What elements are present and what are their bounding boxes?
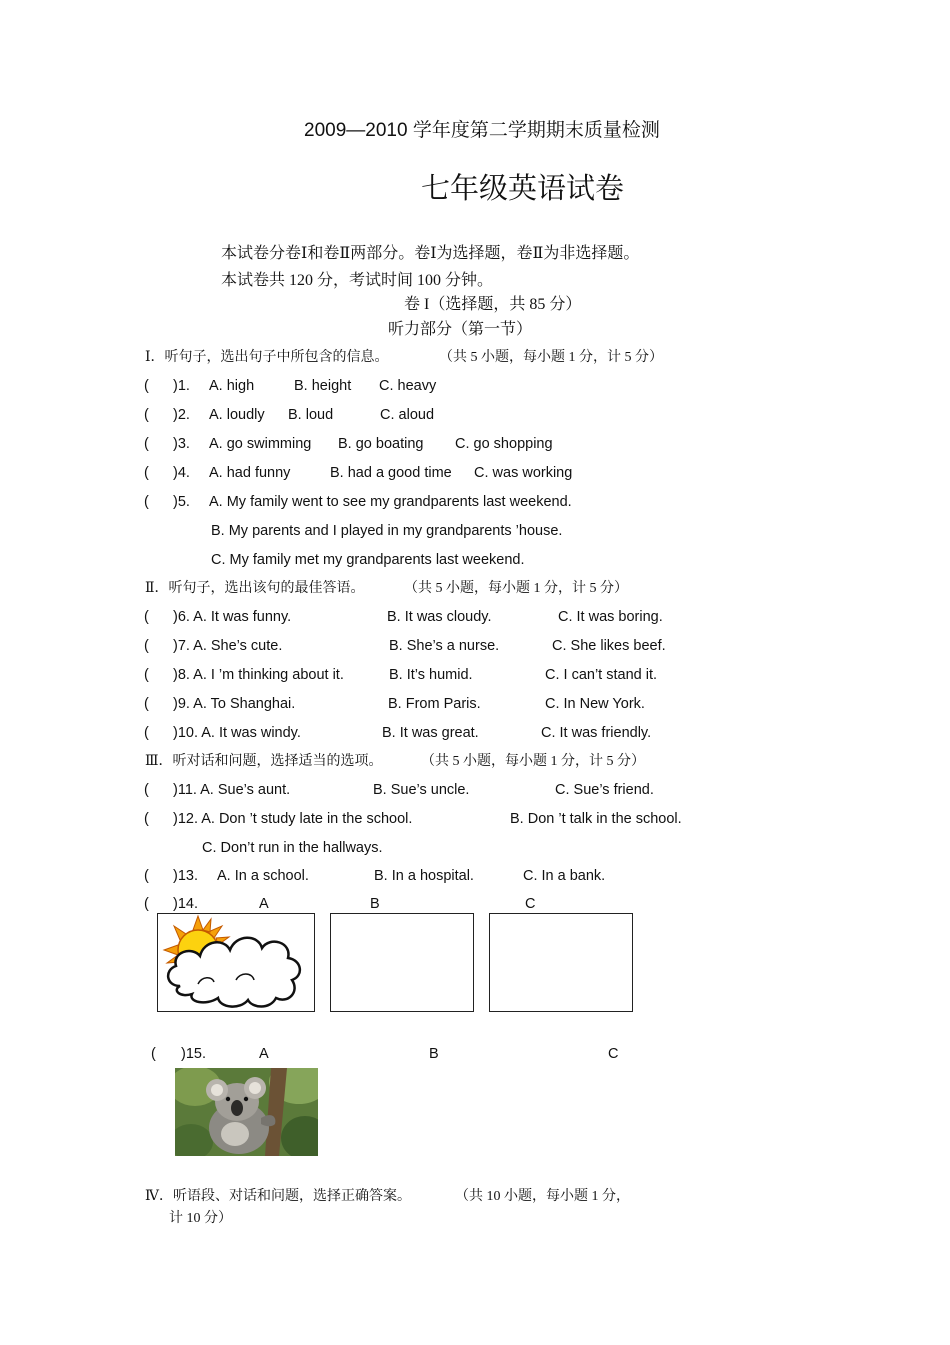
- picture-option-b[interactable]: [330, 913, 474, 1012]
- option-a: )12. A. Don ’t study late in the school.: [173, 811, 413, 827]
- section-1-heading: Ⅰ．听句子，选出句子中所包含的信息。: [145, 350, 389, 365]
- option-a: )11. A. Sue’s aunt.: [173, 782, 291, 798]
- option-b: B. She’s a nurse.: [389, 638, 500, 654]
- question-number: )14.: [173, 896, 198, 912]
- option-a: )8. A. I ’m thinking about it.: [173, 667, 344, 683]
- option-b: B. It was cloudy.: [387, 609, 492, 625]
- answer-paren[interactable]: (: [144, 782, 149, 798]
- section-4-heading: Ⅳ．听语段、对话和问题，选择正确答案。: [145, 1189, 411, 1204]
- option-a: A. had funny: [209, 465, 291, 481]
- question-number: )1.: [173, 378, 190, 394]
- answer-paren[interactable]: (: [151, 1046, 156, 1062]
- option-a: )10. A. It was windy.: [173, 725, 301, 741]
- picture-option-a[interactable]: [175, 1068, 318, 1156]
- question-number: )3.: [173, 436, 190, 452]
- answer-paren[interactable]: (: [144, 896, 149, 912]
- answer-paren[interactable]: (: [144, 667, 149, 683]
- option-b: B. loud: [288, 407, 334, 423]
- intro-line-1: 本试卷分卷Ⅰ和卷Ⅱ两部分。卷Ⅰ为选择题，卷Ⅱ为非选择题。: [221, 245, 640, 262]
- picture-label-a: A: [259, 896, 269, 912]
- option-b: B. It was great.: [382, 725, 479, 741]
- option-b: B. had a good time: [330, 465, 452, 481]
- sun-cloud-icon: [158, 914, 314, 1011]
- option-b: B. From Paris.: [388, 696, 481, 712]
- answer-paren[interactable]: (: [144, 407, 149, 423]
- option-b: B. It’s humid.: [389, 667, 473, 683]
- option-b: B. height: [294, 378, 352, 394]
- option-a: )9. A. To Shanghai.: [173, 696, 296, 712]
- option-a: A. In a school.: [217, 868, 309, 884]
- option-b: B. Sue’s uncle.: [373, 782, 470, 798]
- answer-paren[interactable]: (: [144, 725, 149, 741]
- section-1-score: （共 5 小题，每小题 1 分，计 5 分）: [439, 350, 663, 365]
- section-4-score: （共 10 小题，每小题 1 分，: [455, 1189, 630, 1204]
- answer-paren[interactable]: (: [144, 868, 149, 884]
- option-c: C. In a bank.: [523, 868, 606, 884]
- option-c: C. My family met my grandparents last weekend.: [211, 552, 525, 568]
- question-number: )15.: [181, 1046, 206, 1062]
- picture-label-a: A: [259, 1046, 269, 1062]
- answer-paren[interactable]: (: [144, 638, 149, 654]
- answer-paren[interactable]: (: [144, 465, 149, 481]
- answer-paren[interactable]: (: [144, 494, 149, 510]
- option-c: C. In New York.: [545, 696, 645, 712]
- picture-label-b: B: [429, 1046, 439, 1062]
- option-a: A. high: [209, 378, 255, 394]
- option-a: )6. A. It was funny.: [173, 609, 292, 625]
- section-2-heading: Ⅱ．听句子，选出该句的最佳答语。: [145, 581, 365, 596]
- option-c: C. go shopping: [455, 436, 553, 452]
- intro-line-2: 本试卷共 120 分，考试时间 100 分钟。: [221, 272, 494, 289]
- option-c: C. was working: [474, 465, 573, 481]
- option-a: A. loudly: [209, 407, 265, 423]
- picture-label-c: C: [608, 1046, 619, 1062]
- question-number: )13.: [173, 868, 198, 884]
- picture-label-b: B: [370, 896, 380, 912]
- section-3-score: （共 5 小题，每小题 1 分，计 5 分）: [421, 754, 645, 769]
- question-number: )2.: [173, 407, 190, 423]
- option-c: C. It was boring.: [558, 609, 663, 625]
- picture-label-c: C: [525, 896, 536, 912]
- option-c: C. It was friendly.: [541, 725, 652, 741]
- listening-heading: 听力部分（第一节）: [388, 321, 533, 338]
- answer-paren[interactable]: (: [144, 696, 149, 712]
- answer-paren[interactable]: (: [144, 811, 149, 827]
- part-one-heading: 卷 I（选择题，共 85 分）: [404, 296, 582, 313]
- section-2-score: （共 5 小题，每小题 1 分，计 5 分）: [404, 581, 628, 596]
- section-3-heading: Ⅲ．听对话和问题，选择适当的选项。: [145, 754, 383, 769]
- option-b: B. go boating: [338, 436, 424, 452]
- exam-title: 七年级英语试卷: [421, 173, 625, 205]
- question-number: )4.: [173, 465, 190, 481]
- picture-option-a[interactable]: [157, 913, 315, 1012]
- option-c: C. aloud: [380, 407, 435, 423]
- section-4-score-cont: 计 10 分）: [169, 1211, 232, 1226]
- option-b: B. In a hospital.: [374, 868, 474, 884]
- picture-option-c[interactable]: [489, 913, 633, 1012]
- answer-paren[interactable]: (: [144, 609, 149, 625]
- option-c: C. She likes beef.: [552, 638, 666, 654]
- option-c: C. Don’t run in the hallways.: [202, 840, 383, 856]
- option-b: B. My parents and I played in my grandparents ’house.: [211, 523, 563, 539]
- option-b: B. Don ’t talk in the school.: [510, 811, 682, 827]
- option-a: A. go swimming: [209, 436, 312, 452]
- option-c: C. heavy: [379, 378, 437, 394]
- question-number: )5.: [173, 494, 190, 510]
- answer-paren[interactable]: (: [144, 378, 149, 394]
- koala-photo: [175, 1068, 318, 1156]
- option-a: )7. A. She’s cute.: [173, 638, 283, 654]
- exam-year-heading: 2009—2010 学年度第二学期期末质量检测: [304, 120, 660, 141]
- option-a: A. My family went to see my grandparents last weekend.: [209, 494, 572, 510]
- option-c: C. Sue’s friend.: [555, 782, 654, 798]
- option-c: C. I can’t stand it.: [545, 667, 658, 683]
- answer-paren[interactable]: (: [144, 436, 149, 452]
